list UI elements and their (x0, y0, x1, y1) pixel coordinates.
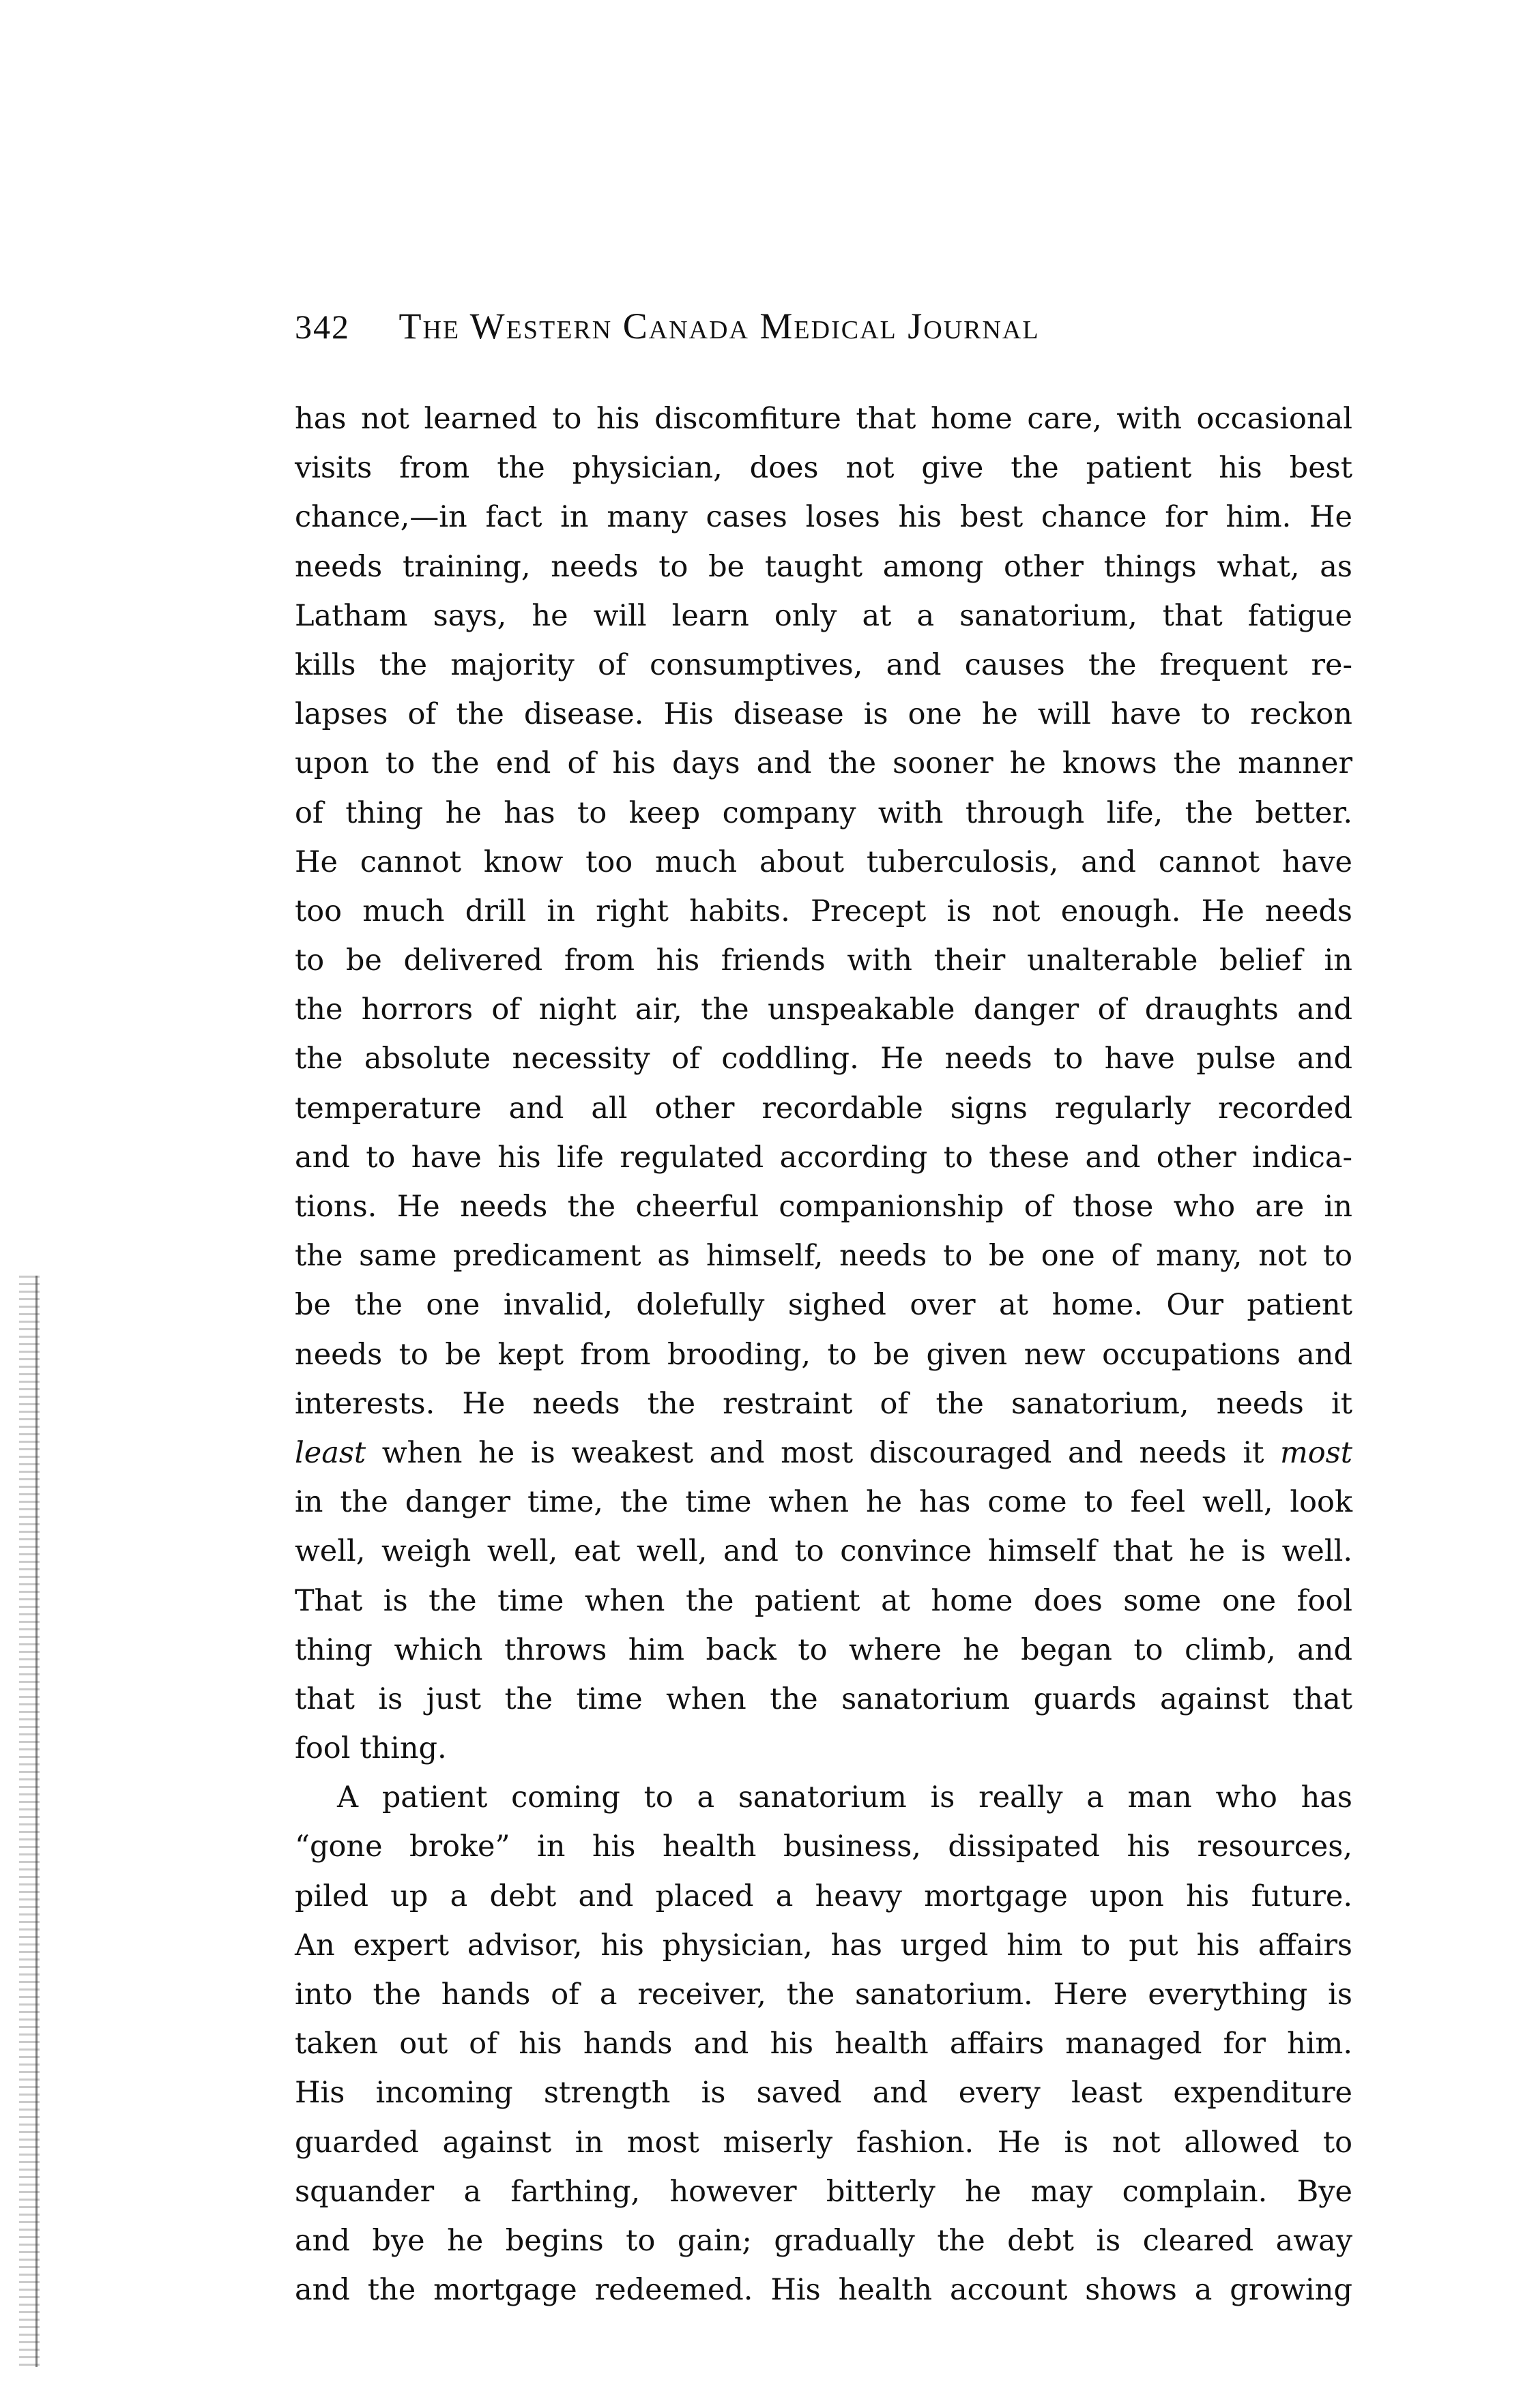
text-line: He cannot know too much about tuberculosis, and cannot have (295, 845, 1352, 879)
paragraph-1 (295, 394, 1352, 1773)
text-line: into the hands of a receiver, the sanatorium. Here everything is (295, 1978, 1352, 2012)
text-line: has not learned to his discomfiture that home care, with occasional (295, 402, 1352, 436)
running-head: The Western Canada Medical Journal (398, 306, 1040, 347)
text-line: the same predicament as himself, needs to be one of many, not to (295, 1239, 1352, 1274)
text-line: the absolute necessity of coddling. He needs to have pulse and (295, 1042, 1352, 1076)
text-line: taken out of his hands and his health affairs managed for him. (295, 2027, 1352, 2061)
text-line: that is just the time when the sanatorium guards against that (295, 1682, 1352, 1716)
text-line: fool thing. (295, 1731, 447, 1766)
text-line: and bye he begins to gain; gradually the debt is cleared away (295, 2223, 1352, 2258)
text-line: “gone broke” in his health business, dissipated his resources, (295, 1830, 1352, 1864)
text-line: the horrors of night air, the unspeakable danger of draughts and (295, 993, 1352, 1027)
text-line: chance,—in fact in many cases loses his best chance for him. He (295, 500, 1352, 535)
text-line: and the mortgage redeemed. His health account shows a growing (295, 2273, 1352, 2308)
text-line: visits from the physician, does not give the patient his best (295, 451, 1352, 486)
text-line: His incoming strength is saved and every least expenditure (295, 2076, 1352, 2111)
text-line: tions. He needs the cheerful companionship of those who are in (295, 1190, 1352, 1224)
text-line: needs to be kept from brooding, to be given new occupations and (295, 1337, 1352, 1372)
text-line: in the danger time, the time when he has come to feel well, look (295, 1485, 1352, 1520)
text-line: piled up a debt and placed a heavy mortgage upon his future. (295, 1879, 1352, 1913)
text-line: interests. He needs the restraint of the sanatorium, needs it (295, 1386, 1352, 1421)
text-line: kills the majority of consumptives, and causes the frequent re- (295, 647, 1352, 682)
text-line: to be delivered from his friends with their unalterable belief in (295, 943, 1352, 978)
text-line: That is the time when the patient at home does some one fool (295, 1583, 1352, 1618)
scan-edge-line (35, 1276, 38, 2367)
text-line-emphasis (295, 1428, 1352, 1478)
text-line: squander a farthing, however bitterly he may complain. Bye (295, 2174, 1352, 2209)
page-number: 342 (295, 308, 350, 346)
text-line: of thing he has to keep company with through life, the better. (295, 795, 1352, 830)
text-line: A patient coming to a sanatorium is really a man who has (337, 1780, 1352, 1815)
emphasis-least: least (295, 1435, 366, 1470)
text-line: Latham says, he will learn only at a sanatorium, that fatigue (295, 598, 1352, 633)
body-text (295, 394, 1352, 2315)
text-line: too much drill in right habits. Precept is not enough. He needs (295, 894, 1352, 928)
text-line: guarded against in most miserly fashion. He is not allowed to (295, 2125, 1352, 2160)
text-line: needs training, needs to be taught among other things what, as (295, 549, 1352, 584)
text-line: An expert advisor, his physician, has urged him to put his affairs (295, 1928, 1352, 1963)
emphasis-most: most (1279, 1435, 1352, 1470)
text-line: be the one invalid, dolefully sighed over at home. Our patient (295, 1288, 1352, 1323)
text-line: upon to the end of his days and the sooner he knows the manner (295, 746, 1352, 781)
text-line: thing which throws him back to where he began to climb, and (295, 1632, 1352, 1667)
text-line: temperature and all other recordable signs regularly recorded (295, 1091, 1352, 1126)
page-header (295, 299, 1352, 353)
text-line: well, weigh well, eat well, and to convince himself that he is well. (295, 1534, 1352, 1569)
line-middle: when he is weakest and most discouraged and needs it (366, 1435, 1280, 1470)
paragraph-2 (295, 1773, 1352, 2315)
text-line: lapses of the disease. His disease is one he will have to reckon (295, 697, 1352, 732)
text-line: and to have his life regulated according to these and other indica- (295, 1140, 1352, 1175)
